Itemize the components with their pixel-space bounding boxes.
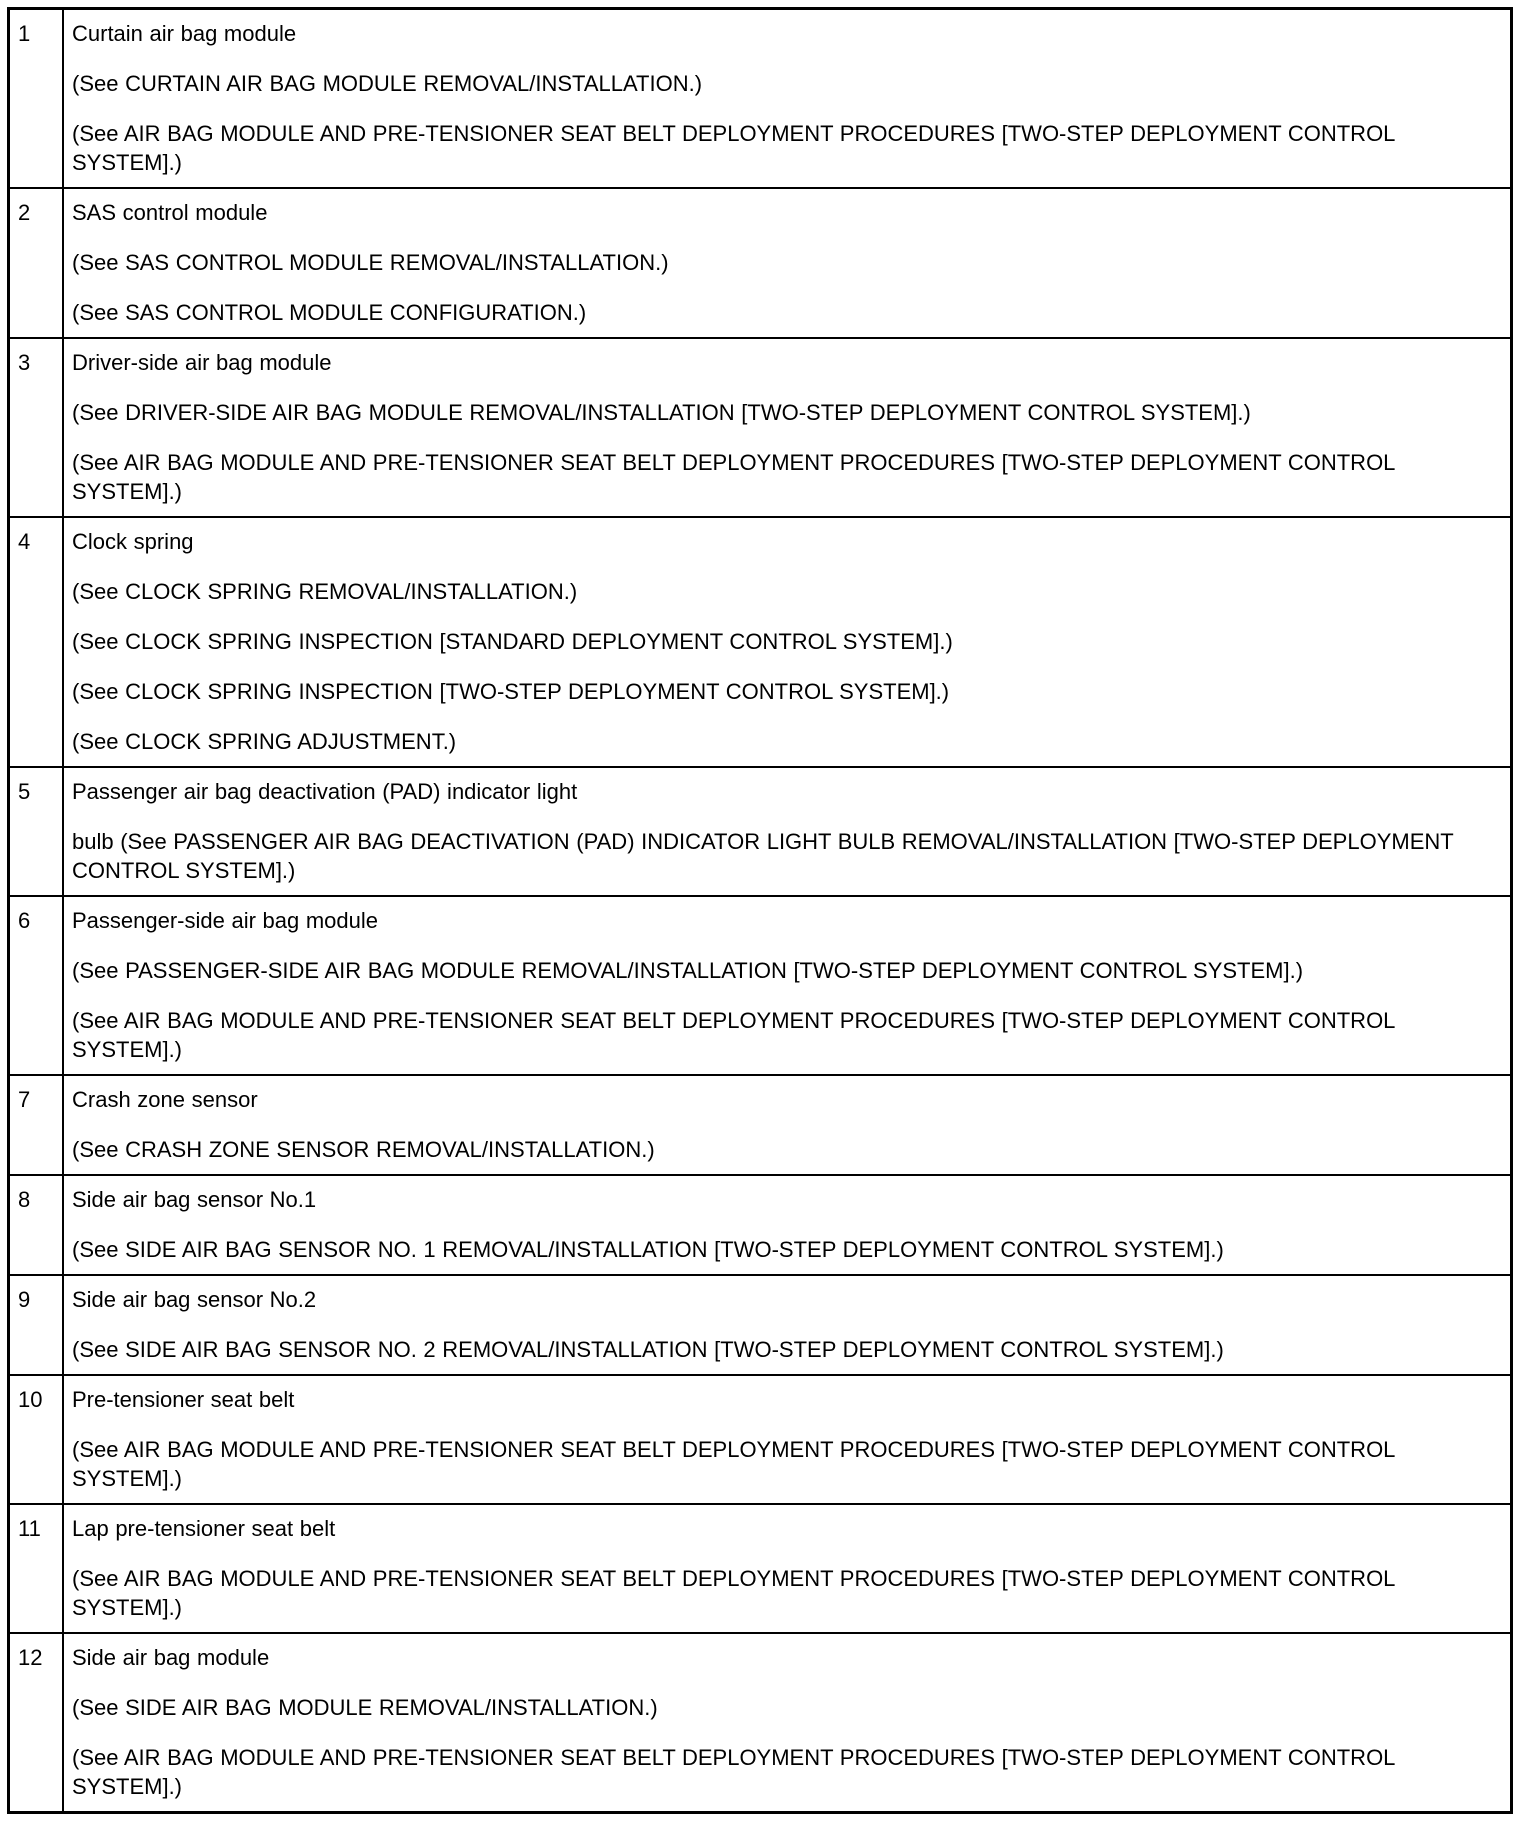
row-description	[63, 9, 1512, 189]
see-reference: (See CLOCK SPRING ADJUSTMENT.)	[72, 729, 457, 754]
row-description	[63, 338, 1512, 517]
component-table	[7, 7, 1513, 1814]
see-reference: (See CRASH ZONE SENSOR REMOVAL/INSTALLATION.)	[72, 1137, 655, 1162]
row-number: 10	[9, 1375, 64, 1504]
table-row	[9, 188, 1512, 338]
table-row	[9, 1504, 1512, 1633]
table-row	[9, 767, 1512, 896]
table-row	[9, 1375, 1512, 1504]
see-reference: (See CLOCK SPRING INSPECTION [STANDARD DEPLOYMENT CONTROL SYSTEM].)	[72, 629, 953, 654]
row-number: 2	[9, 188, 64, 338]
see-reference: (See AIR BAG MODULE AND PRE-TENSIONER SEAT BELT DEPLOYMENT PROCEDURES [TWO-STEP DEPLOYMENT CONTROL SYSTEM].)	[72, 1745, 1395, 1799]
component-name: Clock spring	[72, 529, 194, 554]
see-reference: (See SAS CONTROL MODULE REMOVAL/INSTALLATION.)	[72, 250, 669, 275]
row-number: 5	[9, 767, 64, 896]
row-description	[63, 1175, 1512, 1275]
component-name: SAS control module	[72, 200, 268, 225]
component-name: Passenger air bag deactivation (PAD) indicator light	[72, 779, 578, 804]
see-reference: (See AIR BAG MODULE AND PRE-TENSIONER SEAT BELT DEPLOYMENT PROCEDURES [TWO-STEP DEPLOYMENT CONTROL SYSTEM].)	[72, 1008, 1395, 1062]
row-number: 11	[9, 1504, 64, 1633]
row-number: 12	[9, 1633, 64, 1813]
row-number: 8	[9, 1175, 64, 1275]
see-reference: bulb (See PASSENGER AIR BAG DEACTIVATION (PAD) INDICATOR LIGHT BULB REMOVAL/INSTALLATION [TWO-STEP DEPLOYMENT CONTROL SYSTEM].)	[72, 829, 1454, 883]
see-reference: (See AIR BAG MODULE AND PRE-TENSIONER SEAT BELT DEPLOYMENT PROCEDURES [TWO-STEP DEPLOYMENT CONTROL SYSTEM].)	[72, 1437, 1395, 1491]
see-reference: (See SAS CONTROL MODULE CONFIGURATION.)	[72, 300, 587, 325]
see-reference: (See SIDE AIR BAG SENSOR NO. 2 REMOVAL/INSTALLATION [TWO-STEP DEPLOYMENT CONTROL SYSTEM].)	[72, 1337, 1224, 1362]
row-number: 9	[9, 1275, 64, 1375]
component-name: Side air bag module	[72, 1645, 270, 1670]
table-row	[9, 1275, 1512, 1375]
table-row	[9, 9, 1512, 189]
table-row	[9, 896, 1512, 1075]
row-number: 4	[9, 517, 64, 767]
component-name: Side air bag sensor No.2	[72, 1287, 317, 1312]
table-row	[9, 1075, 1512, 1175]
row-description	[63, 1375, 1512, 1504]
component-name: Crash zone sensor	[72, 1087, 258, 1112]
row-number: 6	[9, 896, 64, 1075]
row-description	[63, 188, 1512, 338]
see-reference: (See SIDE AIR BAG MODULE REMOVAL/INSTALLATION.)	[72, 1695, 658, 1720]
see-reference: (See AIR BAG MODULE AND PRE-TENSIONER SEAT BELT DEPLOYMENT PROCEDURES [TWO-STEP DEPLOYMENT CONTROL SYSTEM].)	[72, 1566, 1395, 1620]
component-name: Lap pre-tensioner seat belt	[72, 1516, 336, 1541]
row-description	[63, 1275, 1512, 1375]
component-name: Pre-tensioner seat belt	[72, 1387, 295, 1412]
row-number: 1	[9, 9, 64, 189]
component-name: Curtain air bag module	[72, 21, 297, 46]
see-reference: (See AIR BAG MODULE AND PRE-TENSIONER SEAT BELT DEPLOYMENT PROCEDURES [TWO-STEP DEPLOYMENT CONTROL SYSTEM].)	[72, 450, 1395, 504]
see-reference: (See DRIVER-SIDE AIR BAG MODULE REMOVAL/INSTALLATION [TWO-STEP DEPLOYMENT CONTROL SYSTEM].)	[72, 400, 1251, 425]
table-row	[9, 338, 1512, 517]
see-reference: (See AIR BAG MODULE AND PRE-TENSIONER SEAT BELT DEPLOYMENT PROCEDURES [TWO-STEP DEPLOYMENT CONTROL SYSTEM].)	[72, 121, 1395, 175]
see-reference: (See PASSENGER-SIDE AIR BAG MODULE REMOVAL/INSTALLATION [TWO-STEP DEPLOYMENT CONTROL SYSTEM].)	[72, 958, 1304, 983]
row-description	[63, 1633, 1512, 1813]
component-table-body	[9, 9, 1512, 1813]
see-reference: (See SIDE AIR BAG SENSOR NO. 1 REMOVAL/INSTALLATION [TWO-STEP DEPLOYMENT CONTROL SYSTEM].)	[72, 1237, 1224, 1262]
table-row	[9, 1633, 1512, 1813]
table-row	[9, 517, 1512, 767]
component-name: Side air bag sensor No.1	[72, 1187, 317, 1212]
row-description	[63, 896, 1512, 1075]
row-description	[63, 1504, 1512, 1633]
see-reference: (See CURTAIN AIR BAG MODULE REMOVAL/INSTALLATION.)	[72, 71, 703, 96]
row-description	[63, 1075, 1512, 1175]
row-description	[63, 767, 1512, 896]
row-number: 3	[9, 338, 64, 517]
component-name: Passenger-side air bag module	[72, 908, 379, 933]
see-reference: (See CLOCK SPRING REMOVAL/INSTALLATION.)	[72, 579, 578, 604]
row-description	[63, 517, 1512, 767]
row-number: 7	[9, 1075, 64, 1175]
see-reference: (See CLOCK SPRING INSPECTION [TWO-STEP DEPLOYMENT CONTROL SYSTEM].)	[72, 679, 950, 704]
table-row	[9, 1175, 1512, 1275]
component-name: Driver-side air bag module	[72, 350, 332, 375]
